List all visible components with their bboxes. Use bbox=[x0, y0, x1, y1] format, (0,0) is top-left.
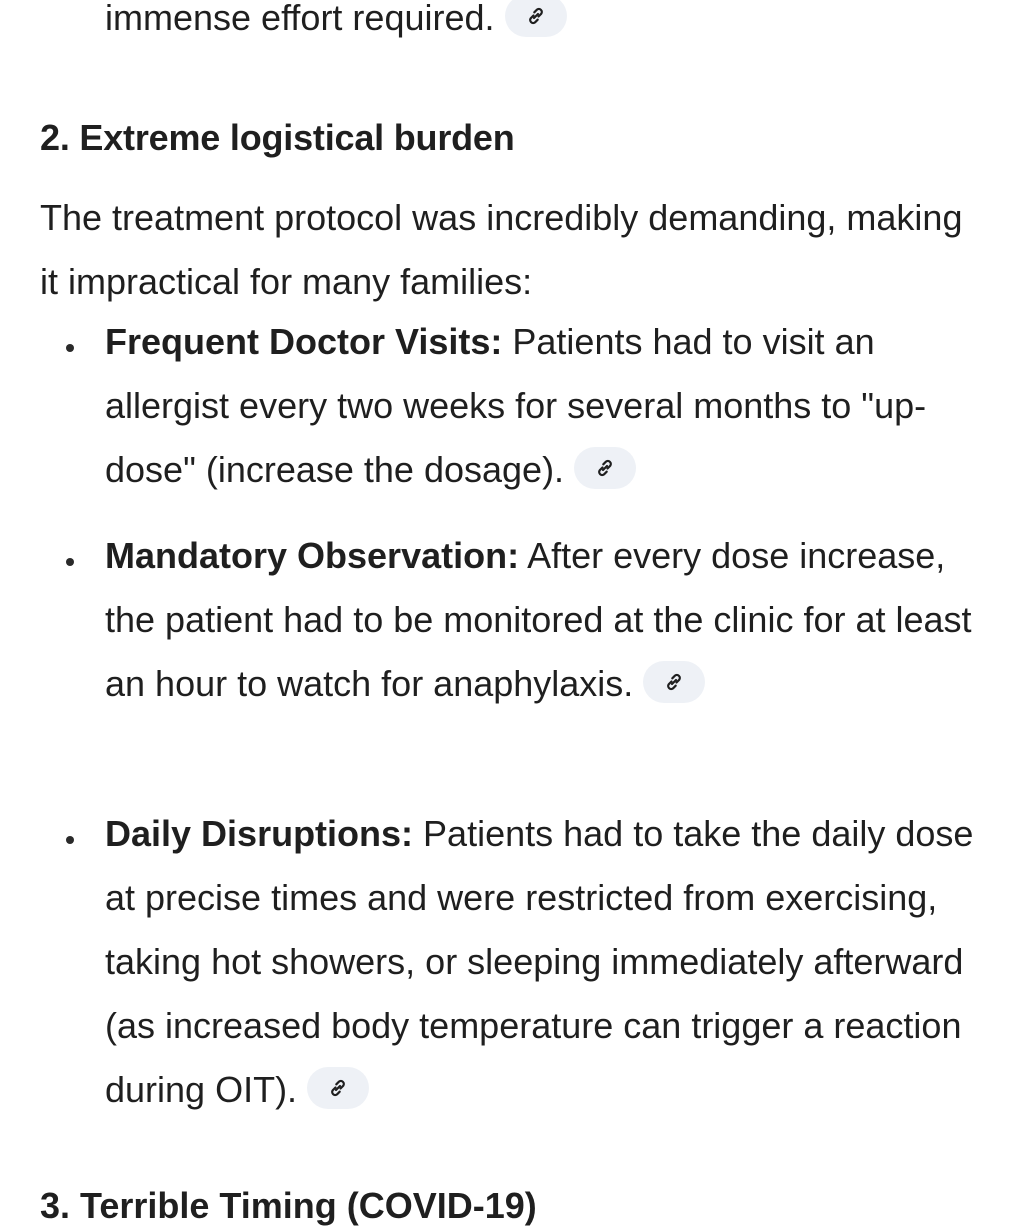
source-link-button[interactable] bbox=[505, 0, 567, 37]
bullet-body: Patients had to visit an allergist every two weeks for several months to "up-dose" (increase the dosage). bbox=[105, 321, 927, 490]
bullet-title: Daily Disruptions: bbox=[105, 813, 414, 854]
source-link-button[interactable] bbox=[643, 661, 705, 703]
bullet-body: Patients had to take the daily dose at precise times and were restricted from exercising, taking hot showers, or sleeping immediately afterward (as increased body temperature can trigger a reaction during OIT). bbox=[105, 813, 974, 1110]
bullet-dot bbox=[66, 558, 74, 566]
next-section-heading: 3. Terrible Timing (COVID-19) bbox=[40, 1185, 537, 1226]
source-link-button[interactable] bbox=[574, 447, 636, 489]
bullet-text bbox=[105, 802, 985, 1122]
source-link-button[interactable] bbox=[307, 1067, 369, 1109]
bullet-body: After every dose increase, the patient had to be monitored at the clinic for at least an hour to watch for anaphylaxis. bbox=[105, 535, 972, 704]
previous-paragraph-text: immense effort required. bbox=[105, 0, 495, 38]
bullet-text bbox=[105, 524, 985, 716]
link-icon bbox=[524, 4, 548, 28]
bullet-text bbox=[105, 310, 985, 502]
link-icon bbox=[593, 456, 617, 480]
link-icon bbox=[326, 1076, 350, 1100]
bullet-title: Frequent Doctor Visits: bbox=[105, 321, 503, 362]
bullet-dot bbox=[66, 836, 74, 844]
link-icon bbox=[662, 670, 686, 694]
bullet-title: Mandatory Observation: bbox=[105, 535, 520, 576]
previous-paragraph-tail bbox=[105, 0, 567, 48]
section-intro: The treatment protocol was incredibly demanding, making it impractical for many families: bbox=[40, 197, 963, 302]
bullet-dot bbox=[66, 344, 74, 352]
section-heading: 2. Extreme logistical burden bbox=[40, 117, 515, 158]
